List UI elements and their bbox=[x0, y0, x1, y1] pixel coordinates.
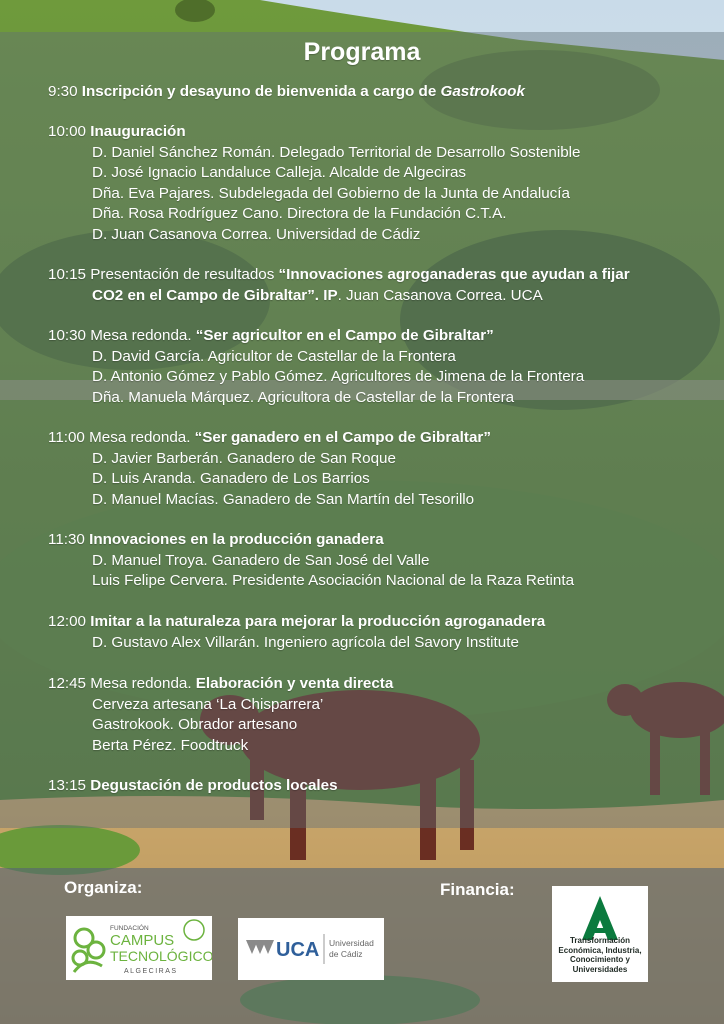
schedule-entry bbox=[48, 428, 708, 510]
junta-department-text bbox=[552, 936, 648, 974]
schedule-entry bbox=[48, 612, 708, 653]
financia-label: Financia: bbox=[440, 880, 515, 899]
entry-title: Imitar a la naturaleza para mejorar la producción agroganadera bbox=[90, 613, 546, 630]
entry-prefix: Mesa redonda. bbox=[90, 327, 196, 344]
entry-prefix: Presentación de resultados bbox=[90, 266, 279, 283]
universidad-de-cadiz-logo bbox=[238, 918, 384, 980]
entry-time: 10:15 bbox=[48, 266, 87, 283]
logo-cta-line1: FUNDACIÓN bbox=[110, 925, 149, 932]
participant: D. Manuel Macías. Ganadero de San Martín del Tesorillo bbox=[92, 490, 475, 508]
entry-title: “Innovaciones agroganaderas que ayudan a fijar bbox=[278, 266, 630, 283]
schedule-entry bbox=[48, 326, 708, 408]
entry-title: “Ser agricultor en el Campo de Gibraltar” bbox=[195, 327, 494, 344]
entry-title: Innovaciones en la producción ganadera bbox=[89, 531, 384, 548]
entry-time: 10:30 bbox=[48, 327, 87, 344]
schedule-entry bbox=[48, 82, 708, 103]
junta-line2: Económica, Industria, bbox=[558, 945, 642, 955]
uca-mark: UCA bbox=[276, 939, 320, 961]
entry-time: 12:00 bbox=[48, 613, 87, 630]
participant: Dña. Rosa Rodríguez Cano. Directora de la Fundación C.T.A. bbox=[92, 205, 507, 222]
participant: Dña. Eva Pajares. Subdelegada del Gobierno de la Junta de Andalucía bbox=[92, 184, 570, 202]
entry-title: “Ser ganadero en el Campo de Gibraltar” bbox=[194, 429, 491, 446]
participant: D. Gustavo Alex Villarán. Ingeniero agrícola del Savory Institute bbox=[92, 633, 519, 651]
entry-time: 9:30 bbox=[48, 83, 78, 100]
entry-title: Inscripción y desayuno de bienvenida a cargo de bbox=[81, 83, 441, 100]
participant: D. Luis Aranda. Ganadero de Los Barrios bbox=[92, 470, 370, 487]
uca-name-line2: de Cádiz bbox=[329, 949, 363, 959]
campus-tecnologico-emblem-icon bbox=[66, 916, 212, 980]
entry-speaker: . Juan Casanova Correa. UCA bbox=[337, 286, 543, 304]
participant: D. David García. Agricultor de Castellar de la Frontera bbox=[92, 347, 456, 365]
participant: D. Daniel Sánchez Román. Delegado Territorial de Desarrollo Sostenible bbox=[92, 143, 581, 161]
schedule-entry bbox=[48, 122, 708, 245]
participant: Luis Felipe Cervera. Presidente Asociación Nacional de la Raza Retinta bbox=[92, 572, 575, 589]
logo-cta-line4: ALGECIRAS bbox=[124, 968, 178, 975]
schedule-entry bbox=[48, 674, 708, 756]
participant: Berta Pérez. Foodtruck bbox=[92, 736, 249, 754]
participant: D. Manuel Troya. Ganadero de San José del Valle bbox=[92, 551, 430, 569]
entry-title: Degustación de productos locales bbox=[90, 777, 338, 794]
junta-andalucia-logo bbox=[552, 886, 648, 982]
logo-cta-line3: TECNOLÓGICO bbox=[110, 948, 212, 964]
schedule-entry bbox=[48, 265, 708, 306]
participant: Gastrokook. Obrador artesano bbox=[92, 716, 298, 733]
entry-title: Elaboración y venta directa bbox=[195, 675, 394, 692]
participant: D. José Ignacio Landaluce Calleja. Alcalde de Algeciras bbox=[92, 164, 467, 181]
participant: D. Javier Barberán. Ganadero de San Roque bbox=[92, 449, 396, 467]
organiza-label: Organiza: bbox=[64, 878, 143, 897]
entry-title: Inauguración bbox=[90, 123, 186, 140]
entry-prefix: Mesa redonda. bbox=[90, 675, 196, 692]
participant: D. Antonio Gómez y Pablo Gómez. Agricultores de Jimena de la Frontera bbox=[92, 368, 585, 385]
entry-prefix: Mesa redonda. bbox=[89, 429, 195, 446]
logo-cta-line2: CAMPUS bbox=[110, 932, 175, 949]
junta-line3: Conocimiento y bbox=[569, 955, 630, 964]
entry-time: 10:00 bbox=[48, 123, 87, 140]
entry-time: 12:45 bbox=[48, 675, 87, 692]
participant: D. Juan Casanova Correa. Universidad de Cádiz bbox=[92, 225, 421, 243]
entry-time: 11:30 bbox=[48, 531, 85, 548]
uca-name-line1: Universidad bbox=[329, 938, 374, 948]
uca-emblem-icon bbox=[246, 940, 274, 954]
schedule-entry bbox=[48, 776, 708, 797]
uca-logo-icon bbox=[238, 918, 384, 980]
junta-line1: Transformación bbox=[569, 936, 630, 945]
entry-time: 13:15 bbox=[48, 777, 87, 794]
entry-time: 11:00 bbox=[48, 429, 85, 446]
entry-title-continuation: CO2 en el Campo de Gibraltar”. IP bbox=[92, 286, 338, 304]
page-title: Programa bbox=[303, 38, 421, 66]
fundacion-campus-tecnologico-logo bbox=[66, 916, 212, 980]
schedule-entry bbox=[48, 530, 708, 592]
junta-line4: Universidades bbox=[572, 964, 628, 974]
entry-title-italic: Gastrokook bbox=[440, 83, 525, 100]
participant: Dña. Manuela Márquez. Agricultora de Castellar de la Frontera bbox=[92, 388, 515, 406]
participant: Cerveza artesana ‘La Chisparrera’ bbox=[92, 695, 324, 713]
